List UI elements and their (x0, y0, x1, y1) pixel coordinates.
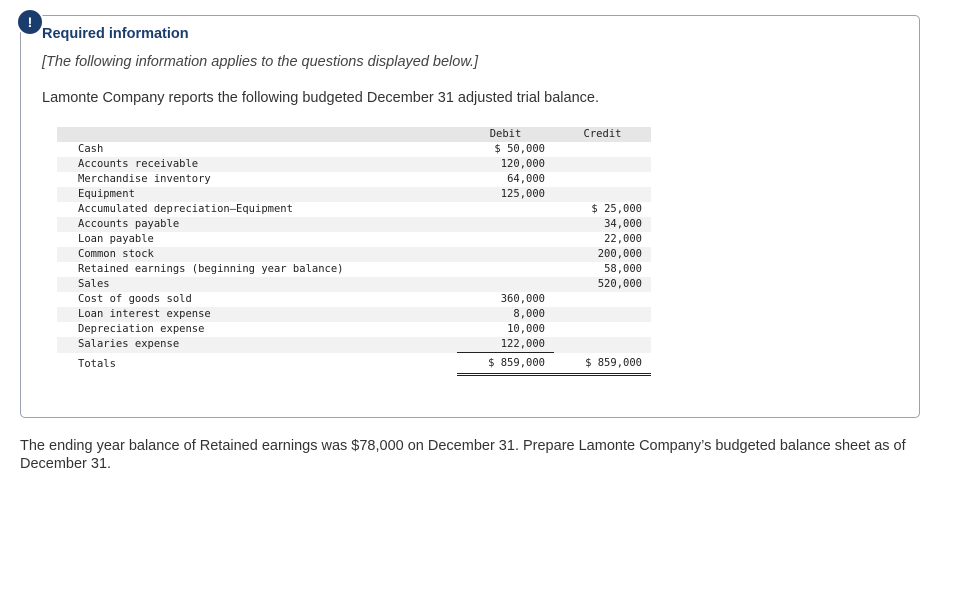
debit-amount (545, 278, 554, 290)
credit-amount: 58,000 (604, 263, 642, 275)
debit-header: Debit (457, 127, 554, 142)
debit-amount: 10,000 (507, 323, 545, 335)
debit-amount (545, 218, 554, 230)
debit-amount (545, 263, 554, 275)
account-name: Depreciation expense (78, 323, 205, 335)
credit-amount: 34,000 (604, 218, 642, 230)
account-name: Retained earnings (beginning year balance) (78, 263, 344, 275)
account-name: Sales (78, 278, 110, 290)
table-row (57, 337, 651, 353)
credit-amount (642, 173, 651, 185)
debit-amount: 360,000 (500, 293, 545, 305)
account-name: Cash (78, 143, 104, 155)
table-row (57, 142, 651, 157)
account-name: Equipment (78, 188, 135, 200)
debit-amount: 8,000 (513, 308, 545, 320)
account-name: Salaries expense (78, 338, 180, 351)
table-row (57, 232, 651, 247)
table-row (57, 292, 651, 307)
credit-amount (642, 158, 651, 170)
account-name: Accounts payable (78, 218, 180, 230)
debit-amount: 64,000 (507, 173, 545, 185)
credit-amount: 520,000 (597, 278, 642, 290)
account-name: Cost of goods sold (78, 293, 192, 305)
debit-amount: $ 50,000 (494, 143, 545, 155)
table-header-row (57, 127, 651, 142)
credit-amount (642, 143, 651, 155)
table-row (57, 187, 651, 202)
account-name: Accounts receivable (78, 158, 199, 170)
table-row (57, 247, 651, 262)
credit-amount (642, 188, 651, 200)
table-row (57, 202, 651, 217)
account-name: Merchandise inventory (78, 173, 211, 185)
debit-amount (545, 203, 554, 215)
trial-balance-table (57, 127, 651, 376)
credit-amount (642, 293, 651, 305)
debit-amount (545, 233, 554, 245)
credit-header: Credit (554, 127, 651, 142)
debit-amount: 122,000 (500, 338, 545, 350)
account-name: Loan interest expense (78, 308, 211, 320)
debit-amount: 120,000 (500, 158, 545, 170)
alert-icon: ! (16, 8, 44, 36)
debit-amount (545, 248, 554, 260)
account-name: Loan payable (78, 233, 154, 245)
table-row (57, 157, 651, 172)
total-credit: $ 859,000 (585, 356, 642, 369)
question-text: The ending year balance of Retained earnings was $78,000 on December 31. Prepare Lamonte Company’s budgeted balance sheet as of December 31. (20, 438, 906, 472)
table-row (57, 172, 651, 187)
account-name: Accumulated depreciation—Equipment (78, 203, 293, 215)
credit-amount (642, 308, 651, 320)
totals-row (57, 353, 651, 375)
required-information-title: Required information (42, 26, 189, 42)
table-row (57, 307, 651, 322)
table-row (57, 262, 651, 277)
account-header (57, 127, 457, 142)
credit-amount: 22,000 (604, 233, 642, 245)
debit-amount: 125,000 (500, 188, 545, 200)
account-name: Common stock (78, 248, 154, 260)
table-row (57, 322, 651, 337)
credit-amount (642, 323, 651, 335)
table-row (57, 217, 651, 232)
total-debit: $ 859,000 (488, 357, 545, 369)
table-row (57, 277, 651, 292)
intro-text: Lamonte Company reports the following budgeted December 31 adjusted trial balance. (42, 90, 599, 106)
credit-amount (642, 338, 651, 350)
credit-amount: 200,000 (597, 248, 642, 260)
totals-label: Totals (78, 357, 116, 370)
applies-note: [The following information applies to the questions displayed below.] (42, 54, 479, 70)
credit-amount: $ 25,000 (591, 203, 642, 215)
